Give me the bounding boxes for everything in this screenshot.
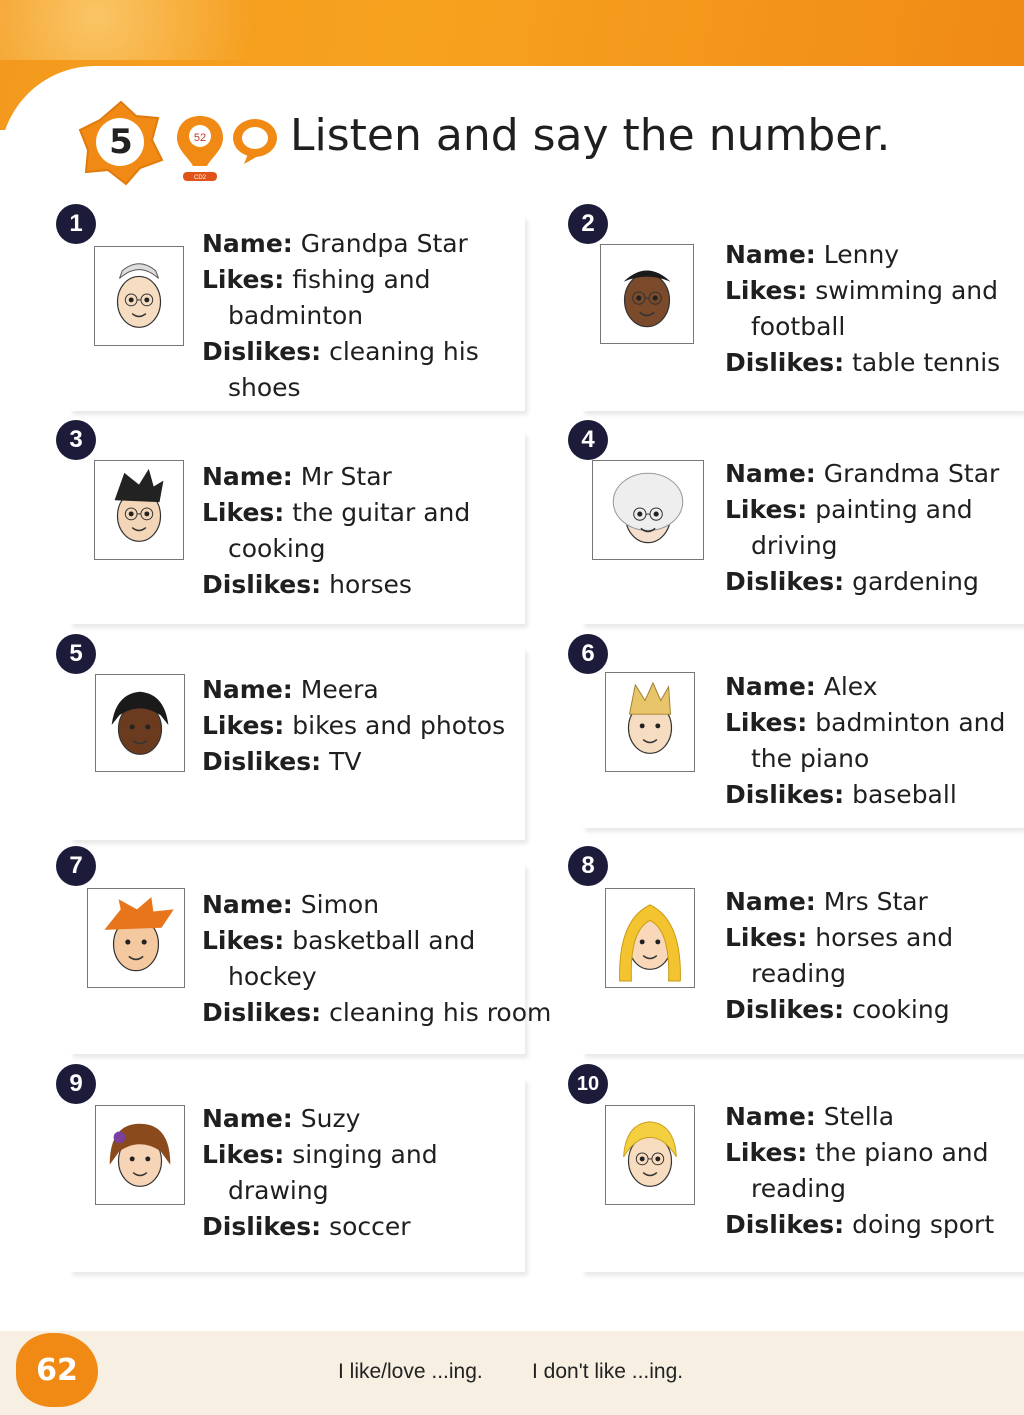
likes-value: the piano and bbox=[815, 1138, 989, 1167]
cd-track-number: 52 bbox=[193, 132, 207, 144]
card-number-badge: 4 bbox=[568, 420, 608, 460]
card-number-badge: 5 bbox=[56, 634, 96, 674]
likes-value: badminton bbox=[228, 301, 364, 330]
name-label: Name: bbox=[202, 675, 293, 704]
character-info bbox=[725, 1099, 994, 1243]
grandpa-star-portrait bbox=[94, 246, 184, 346]
dislikes-value: shoes bbox=[228, 373, 301, 402]
likes-label: Likes: bbox=[202, 926, 285, 955]
dislikes-label: Dislikes: bbox=[202, 337, 322, 366]
likes-label: Likes: bbox=[202, 265, 285, 294]
dislikes-value: cleaning his room bbox=[329, 998, 552, 1027]
footer-phrase-dislike: I don't like ...ing. bbox=[532, 1360, 684, 1383]
name-label: Name: bbox=[725, 1102, 816, 1131]
character-name: Suzy bbox=[300, 1104, 361, 1133]
likes-label: Likes: bbox=[725, 708, 808, 737]
likes-value: the piano bbox=[751, 744, 870, 773]
name-label: Name: bbox=[725, 887, 816, 916]
dislikes-label: Dislikes: bbox=[725, 1210, 845, 1239]
character-name: Lenny bbox=[823, 240, 900, 269]
name-label: Name: bbox=[202, 1104, 293, 1133]
dislikes-value: gardening bbox=[852, 567, 979, 596]
character-name: Alex bbox=[823, 672, 878, 701]
character-info bbox=[202, 887, 551, 1031]
dislikes-value: table tennis bbox=[852, 348, 1001, 377]
name-label: Name: bbox=[725, 672, 816, 701]
dislikes-value: baseball bbox=[852, 780, 957, 809]
likes-value: swimming and bbox=[815, 276, 999, 305]
likes-label: Likes: bbox=[202, 1140, 285, 1169]
cd-audio-icon bbox=[175, 114, 225, 184]
dislikes-value: cleaning his bbox=[329, 337, 479, 366]
likes-value: singing and bbox=[292, 1140, 438, 1169]
character-name: Meera bbox=[300, 675, 379, 704]
dislikes-label: Dislikes: bbox=[725, 567, 845, 596]
page-number: 62 bbox=[16, 1333, 98, 1407]
activity-number-badge bbox=[78, 98, 164, 186]
likes-value: bikes and photos bbox=[292, 711, 506, 740]
dislikes-value: horses bbox=[329, 570, 412, 599]
name-label: Name: bbox=[725, 240, 816, 269]
dislikes-label: Dislikes: bbox=[202, 998, 322, 1027]
character-info bbox=[202, 459, 470, 603]
instruction-title: Listen and say the number. bbox=[290, 110, 891, 161]
character-info bbox=[725, 456, 999, 600]
character-info bbox=[202, 226, 479, 406]
character-name: Grandpa Star bbox=[300, 229, 468, 258]
character-name: Grandma Star bbox=[823, 459, 1000, 488]
suzy-portrait bbox=[95, 1105, 185, 1205]
dislikes-value: cooking bbox=[852, 995, 950, 1024]
name-label: Name: bbox=[725, 459, 816, 488]
likes-value: reading bbox=[751, 959, 846, 988]
likes-value: the guitar and bbox=[292, 498, 471, 527]
card-number-badge: 7 bbox=[56, 846, 96, 886]
card-number-badge: 1 bbox=[56, 204, 96, 244]
likes-value: painting and bbox=[815, 495, 973, 524]
dislikes-label: Dislikes: bbox=[202, 570, 322, 599]
character-info bbox=[202, 672, 505, 780]
likes-value: drawing bbox=[228, 1176, 329, 1205]
dislikes-label: Dislikes: bbox=[202, 1212, 322, 1241]
lenny-portrait bbox=[600, 244, 694, 344]
likes-value: horses and bbox=[815, 923, 954, 952]
card-number-badge: 8 bbox=[568, 846, 608, 886]
character-info bbox=[725, 669, 1005, 813]
footer-band bbox=[0, 1331, 1024, 1415]
likes-label: Likes: bbox=[725, 1138, 808, 1167]
mr-star-portrait bbox=[94, 460, 184, 560]
cd-label: CD2 bbox=[193, 175, 207, 181]
likes-value: fishing and bbox=[292, 265, 431, 294]
character-info bbox=[725, 237, 1000, 381]
likes-label: Likes: bbox=[725, 495, 808, 524]
likes-label: Likes: bbox=[725, 276, 808, 305]
card-number-badge: 3 bbox=[56, 420, 96, 460]
likes-value: hockey bbox=[228, 962, 317, 991]
footer-phrase-like: I like/love ...ing. bbox=[338, 1360, 483, 1383]
card-number-badge: 2 bbox=[568, 204, 608, 244]
dislikes-value: doing sport bbox=[852, 1210, 995, 1239]
likes-value: football bbox=[751, 312, 846, 341]
likes-value: badminton and bbox=[815, 708, 1006, 737]
likes-value: reading bbox=[751, 1174, 846, 1203]
dislikes-label: Dislikes: bbox=[725, 780, 845, 809]
dislikes-value: TV bbox=[329, 747, 362, 776]
likes-label: Likes: bbox=[725, 923, 808, 952]
character-name: Stella bbox=[823, 1102, 895, 1131]
alex-portrait bbox=[605, 672, 695, 772]
dislikes-label: Dislikes: bbox=[725, 995, 845, 1024]
dislikes-label: Dislikes: bbox=[202, 747, 322, 776]
activity-number: 5 bbox=[109, 122, 133, 162]
speech-bubble-icon bbox=[230, 116, 280, 166]
card-number-badge: 9 bbox=[56, 1064, 96, 1104]
likes-value: basketball and bbox=[292, 926, 476, 955]
simon-portrait bbox=[87, 888, 185, 988]
character-info bbox=[202, 1101, 438, 1245]
likes-label: Likes: bbox=[202, 711, 285, 740]
mrs-star-portrait bbox=[605, 888, 695, 988]
character-info bbox=[725, 884, 953, 1028]
name-label: Name: bbox=[202, 229, 293, 258]
dislikes-value: soccer bbox=[329, 1212, 411, 1241]
character-name: Mr Star bbox=[300, 462, 392, 491]
card-number-badge: 6 bbox=[568, 634, 608, 674]
grandma-star-portrait bbox=[592, 460, 704, 560]
likes-value: driving bbox=[751, 531, 838, 560]
likes-label: Likes: bbox=[202, 498, 285, 527]
name-label: Name: bbox=[202, 462, 293, 491]
meera-portrait bbox=[95, 674, 185, 772]
likes-value: cooking bbox=[228, 534, 326, 563]
stella-portrait bbox=[605, 1105, 695, 1205]
dislikes-label: Dislikes: bbox=[725, 348, 845, 377]
character-name: Simon bbox=[300, 890, 380, 919]
character-name: Mrs Star bbox=[823, 887, 928, 916]
name-label: Name: bbox=[202, 890, 293, 919]
card-number-badge: 10 bbox=[568, 1064, 608, 1104]
